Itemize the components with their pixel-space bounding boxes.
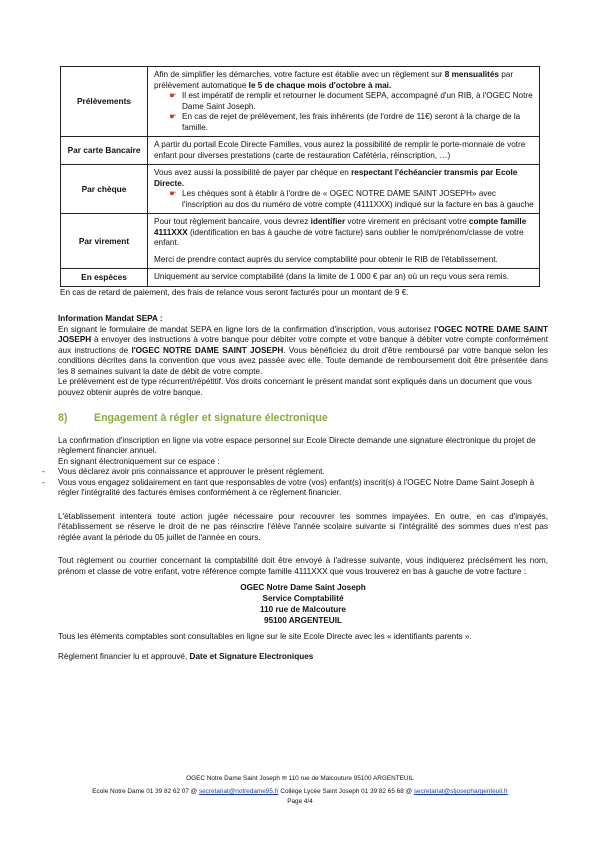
footer-line-2: Ecole Notre Dame 01 39 82 62 07 @ secretariat@notredame95.fr Collège Lycée Saint Joseph 01 39 82 65 68 @ secretariat@stjosephargenteuil.fr: [92, 788, 508, 795]
section-paragraph: L'établissement intentera toute action jugée nécessaire pour recouvrer les sommes impayées. En outre, en cas d'impayés, l'établissement se réserve le droit de ne pas réinscrire l'élève l'année scolaire suivante si l'intégralité des sommes dues n'est pas réglée avant la période du 05 juillet de l'année en cours.: [58, 511, 548, 542]
hand-pointer-icon: ☛: [169, 91, 177, 100]
footer-line-1: OGEC Notre Dame Saint Joseph ✉ 110 rue de Malcouture 95100 ARGENTEUIL: [186, 775, 414, 782]
row-label-prelevements: Prélèvements: [61, 67, 148, 137]
section-paragraph: En signant électroniquement sur ce espace :: [58, 456, 220, 466]
row-label-cheque: Par chèque: [61, 165, 148, 214]
row-content-carte: A partir du portail Ecole Directe Familles, vous aurez la possibilité de remplir le porte-monnaie de votre enfant pour diverses prestations (carte de restauration Cafétéria, réinscription, …): [148, 137, 540, 165]
document-page: [42, 66, 548, 662]
address-line: OGEC Notre Dame Saint Joseph: [240, 583, 366, 593]
page-number: Page 4/4: [287, 798, 313, 805]
row-label-especes: En espèces: [61, 269, 148, 287]
section-paragraph: Tous les éléments comptables sont consultables en ligne sur le site Ecole Directe avec les « identifiants parents ».: [58, 632, 472, 642]
mandat-paragraph: En signant le formulaire de mandat SEPA en ligne lors de la confirmation d'inscription, vous autorisez l'OGEC NOTRE DAME SAINT JOSEPH à envoyer des instructions à votre banque pour débiter votre compte et votre banque à débiter votre compte conformément aux instructions de l'OGEC NOTRE DAME SAINT JOSEPH. Vous bénéficiez du droit d'être remboursé par votre banque selon les conditions décrites dans la convention que vous avez passée avec elle. Toute demande de remboursement doit être présentée dans les 8 semaines suivant la date de débit de votre compte.: [58, 324, 548, 376]
postal-address: [58, 583, 548, 626]
row-cheque: [61, 165, 540, 214]
section-paragraph: Tout règlement ou courrier concernant la comptabilité doit être envoyé à l'adresse suivante, vous indiquerez précisément les nom, prénom et classe de votre enfant, votre référence compte famille 4111XXX que vous trouverez en bas à gauche de votre facture :: [58, 556, 548, 576]
list-item: ☛ En cas de rejet de prélèvement, les frais inhérents (de l'ordre de 11€) seront à la charge de la famille.: [154, 112, 535, 133]
section-paragraph: La confirmation d'inscription en ligne via votre espace personnel sur Ecole Directe demande une signature électronique du projet de règlement financier annuel.: [58, 435, 536, 456]
hand-pointer-icon: ☛: [169, 189, 177, 198]
mandat-title: Information Mandat SEPA :: [58, 314, 163, 323]
row-content-prelevements: Afin de simplifier les démarches, votre facture est établie avec un règlement sur 8 mensualités par prélèvement automatique le 5 de chaque mois d'octobre à mai. ☛ Il est impératif de remplir et retourner le document SEPA, accompagné d'un RIB, à l'OGEC Notre Dame Saint Joseph. ☛ En cas de rejet de prélèvement, les frais inhérents (de l'ordre de 11€) seront à la charge de la famille.: [148, 67, 540, 137]
row-content-virement: Pour tout règlement bancaire, vous devrez identifier votre virement en précisant votre compte famille 4111XXX (identification en bas à gauche de votre facture) sans oublier le nom/prénom/classe de votre enfant. Merci de prendre contact auprès du service comptabilité pour obtenir le RIB de l'établissement.: [148, 214, 540, 269]
email-link-ecole[interactable]: secretariat@notredame95.fr: [198, 788, 279, 795]
list-item: - Vous vous engagez solidairement en tant que responsables de votre (vos) enfant(s) inscrit(s) à l'OGEC Notre Dame Saint Joseph à régler l'intégralité des factures émises conformément à ce règlement financier.: [42, 477, 535, 498]
hand-pointer-icon: ☛: [169, 112, 177, 121]
row-especes: [61, 269, 540, 287]
row-content-especes: Uniquement au service comptabilité (dans la limite de 1 000 € par an) où un reçu vous sera remis.: [148, 269, 540, 287]
row-label-carte: Par carte Bancaire: [61, 137, 148, 165]
list-item: - Vous déclarez avoir pris connaissance et approuver le présent règlement.: [42, 467, 325, 477]
mail-icon: ✉: [281, 776, 287, 782]
signature-line: Règlement financier lu et approuvé, Date et Signature Electroniques: [58, 651, 314, 661]
payment-methods-table: [60, 66, 540, 287]
section-title: Engagement à régler et signature électronique: [94, 412, 328, 424]
row-carte: [61, 137, 540, 165]
late-payment-note: En cas de retard de paiement, des frais de relance vous seront facturés pour un montant de 9 €.: [60, 287, 409, 297]
row-content-cheque: Vous avez aussi la possibilité de payer par chèque en respectant l'échéancier transmis par Ecole Directe. ☛ Les chèques sont à établir à l'ordre de « OGEC NOTRE DAME SAINT JOSEPH» avec l'inscription au dos du numéro de votre compte (4111XXX) indiqué sur la facture en bas à gauche: [148, 165, 540, 214]
list-item: ☛ Il est impératif de remplir et retourner le document SEPA, accompagné d'un RIB, à l'OGEC Notre Dame Saint Joseph.: [154, 91, 535, 112]
section-number: 8): [58, 412, 68, 424]
row-virement: [61, 214, 540, 269]
row-label-virement: Par virement: [61, 214, 148, 269]
address-line: 95100 ARGENTEUIL: [264, 615, 342, 625]
email-link-college[interactable]: secretariat@stjosephargenteuil.fr: [413, 788, 508, 795]
mandat-paragraph-2: Le prélèvement est de type récurrent/répétitif. Vos droits concernant le présent mandat sont expliqués dans un document que vous pouvez obtenir auprès de votre banque.: [58, 377, 532, 397]
address-line: Service Comptabilité: [262, 593, 344, 603]
section-heading: [58, 412, 548, 426]
address-line: 110 rue de Malcouture: [259, 604, 346, 614]
list-item: ☛ Les chèques sont à établir à l'ordre de « OGEC NOTRE DAME SAINT JOSEPH» avec l'inscription au dos du numéro de votre compte (4111XXX) indiqué sur la facture en bas à gauche: [154, 189, 535, 210]
row-prelevements: [61, 67, 540, 137]
